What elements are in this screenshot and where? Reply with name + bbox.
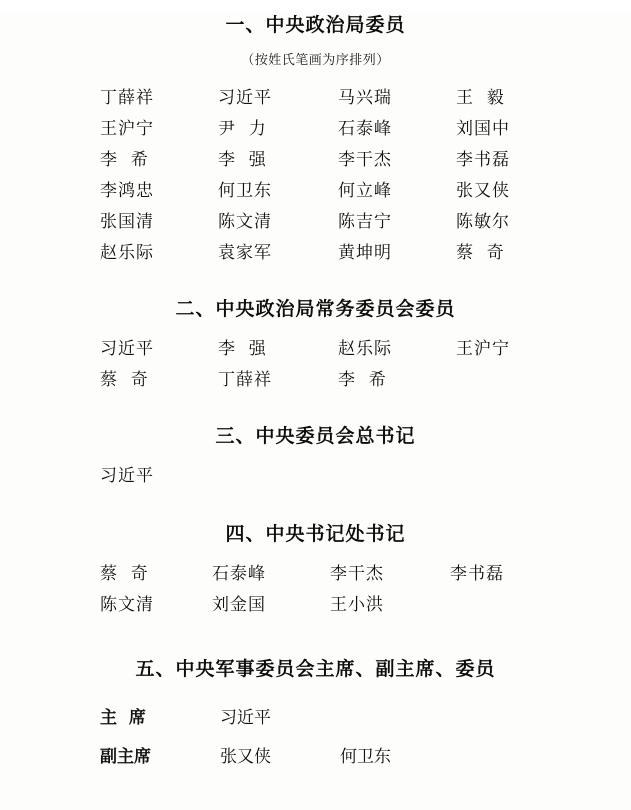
name-entry: 石泰峰	[338, 119, 392, 139]
name-entry: 何卫东	[340, 747, 391, 767]
role-list	[100, 703, 631, 767]
name-entry: 李 强	[218, 150, 267, 170]
name-entry: 李 强	[218, 339, 267, 359]
role-row	[100, 703, 631, 728]
name-entry: 李鸿忠	[100, 181, 154, 201]
name-entry: 陈敏尔	[456, 212, 510, 232]
name-list	[100, 566, 631, 614]
name-entry: 赵乐际	[100, 243, 154, 263]
name-entry: 袁家军	[218, 243, 272, 263]
name-entry: 尹 力	[218, 119, 267, 139]
section-heading: 二、中央政治局常务委员会委员	[175, 298, 456, 320]
section-subheading: （按姓氏笔画为序排列）	[241, 53, 390, 68]
name-entry: 王 毅	[456, 88, 505, 108]
document-page	[0, 10, 631, 810]
name-entry: 黄坤明	[338, 243, 392, 263]
name-entry: 刘国中	[456, 119, 510, 139]
name-entry: 李干杰	[330, 564, 384, 584]
name-entry: 习近平	[100, 466, 154, 486]
role-label: 副主席	[100, 747, 151, 767]
name-entry: 王沪宁	[100, 119, 154, 139]
name-entry: 李书磊	[450, 564, 504, 584]
section-general-secretary	[0, 421, 631, 485]
name-entry: 李 希	[338, 370, 387, 390]
name-entry: 张又侠	[456, 181, 510, 201]
name-entry: 马兴瑞	[338, 88, 392, 108]
name-entry: 李 希	[100, 150, 149, 170]
name-entry: 王沪宁	[456, 339, 510, 359]
name-entry: 王小洪	[330, 595, 384, 615]
role-row	[100, 742, 631, 767]
section-heading: 四、中央书记处书记	[225, 523, 406, 545]
section-heading: 一、中央政治局委员	[225, 14, 406, 36]
name-list	[100, 90, 631, 262]
section-heading: 五、中央军事委员会主席、副主席、委员	[135, 658, 496, 680]
section-politburo-members	[0, 10, 631, 262]
role-label: 主 席	[100, 708, 146, 728]
name-entry: 丁薛祥	[100, 88, 154, 108]
name-entry: 习近平	[100, 339, 154, 359]
name-entry: 李干杰	[338, 150, 392, 170]
section-secretariat	[0, 519, 631, 614]
name-entry: 张又侠	[220, 747, 271, 767]
section-heading: 三、中央委员会总书记	[215, 425, 416, 447]
name-entry: 习近平	[220, 708, 271, 728]
name-entry: 陈文清	[218, 212, 272, 232]
name-list	[100, 468, 631, 485]
name-list	[100, 341, 631, 389]
name-entry: 陈文清	[100, 595, 154, 615]
name-entry-empty	[340, 703, 460, 728]
name-entry: 陈吉宁	[338, 212, 392, 232]
name-entry: 石泰峰	[212, 564, 266, 584]
name-entry: 刘金国	[212, 595, 266, 615]
name-entry: 蔡 奇	[100, 370, 149, 390]
section-military-commission	[0, 654, 631, 767]
name-entry: 何立峰	[338, 181, 392, 201]
name-entry: 丁薛祥	[218, 370, 272, 390]
section-standing-committee	[0, 294, 631, 389]
name-entry: 赵乐际	[338, 339, 392, 359]
name-entry: 何卫东	[218, 181, 272, 201]
name-entry: 习近平	[218, 88, 272, 108]
name-entry: 李书磊	[456, 150, 510, 170]
name-entry: 蔡 奇	[100, 564, 149, 584]
name-entry: 蔡 奇	[456, 243, 505, 263]
name-entry: 张国清	[100, 212, 154, 232]
